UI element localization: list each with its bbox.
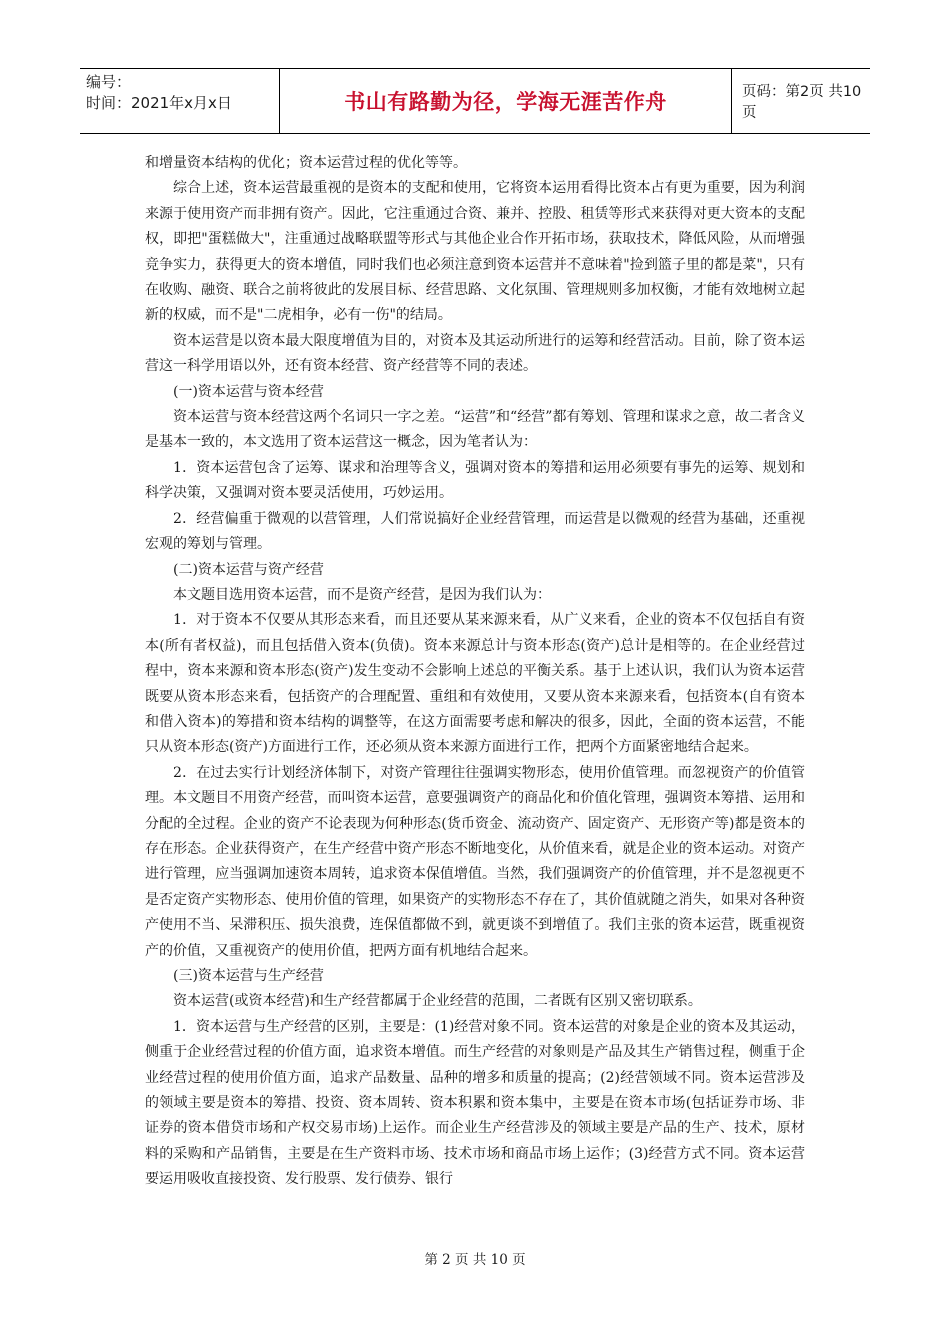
paragraph: 资本运营(或资本经营)和生产经营都属于企业经营的范围，二者既有区别又密切联系。 (173, 993, 702, 1010)
paragraph: 和增量资本结构的优化；资本运营过程的优化等等。 (145, 155, 467, 171)
list-item: 2．在过去实行计划经济体制下，对资产管理往往强调实物形态，使用价值管理。而忽视资产的价值管理。本文题目不用资产经营，而叫资本运营，意要强调资产的商品化和价值化管理，强调资本筹措、运用和分配的全过程。企业的资产不论表现为何种形态(货币资金、流动资产、固定资产、无形资产等)都是资本的存在形态。企业获得资产，在生产经营中资产形态不断地变化，从价值来看，就是企业的资本运动。对资产进行管理，应当强调加速资本周转，追求资本保值增值。当然，我们强调资产的价值管理，并不是忽视更不是否定资产实物形态、使用价值的管理，如果资产的实物形态不存在了，其价值就随之消失，如果对各种资产使用不当、呆滞积压、损失浪费，连保值都做不到，就更谈不到增值了。我们主张的资本运营，既重视资产的价值，又重视资产的使用价值，把两方面有机地结合起来。 (145, 764, 805, 959)
section-heading: (二)资本运营与资产经营 (173, 561, 324, 578)
page-footer (0, 1248, 950, 1268)
header-motto: 书山有路勤为径，学海无涯苦作舟 (344, 90, 667, 114)
section-heading: (一)资本运营与资本经营 (173, 383, 324, 400)
footer-page-number: 第 2 页 共 10 页 (424, 1252, 526, 1268)
header-page-info: 页码：第2页 共10页 (742, 84, 862, 121)
header-page-cell (732, 69, 870, 133)
paragraph: 资本运营是以资本最大限度增值为目的，对资本及其运动所进行的运筹和经营活动。目前，除了资本运营这一科学用语以外，还有资本经营、资产经营等不同的表述。 (145, 332, 805, 375)
list-item: 2．经营偏重于微观的以营管理，人们常说搞好企业经营管理，而运营是以微观的经营为基础，还重视宏观的筹划与管理。 (145, 510, 805, 553)
section-heading: (三)资本运营与生产经营 (173, 968, 324, 984)
page-header (80, 68, 870, 134)
document-number-label: 编号： (86, 73, 132, 91)
paragraph: 资本运营与资本经营这两个名词只一字之差。“运营”和“经营”都有筹划、管理和谋求之意，故二者含义是基本一致的，本文选用了资本运营这一概念，因为笔者认为： (145, 409, 805, 451)
paragraph: 综合上述，资本运营最重视的是资本的支配和使用，它将资本运用看得比资本占有更为重要，因为利润来源于使用资产而非拥有资产。因此，它注重通过合资、兼并、控股、租赁等形式来获得对更大资本的支配权，即把"蛋糕做大"，注重通过战略联盟等形式与其他企业合作开拓市场，获取技术，降低风险，从而增强竞争实力，获得更大的资本增值，同时我们也必须注意到资本运营并不意味着"捡到篮子里的都是菜"，只有在收购、融资、联合之前将彼此的发展目标、经营思路、文化氛围、管理规则多加权衡，才能有效地树立起新的权威，而不是"二虎相争，必有一伤"的结局。 (145, 180, 805, 324)
document-body (145, 151, 805, 1193)
list-item: 1．资本运营包含了运筹、谋求和治理等含义，强调对资本的筹措和运用必须要有事先的运筹、规划和科学决策，又强调对资本要灵活使用，巧妙运用。 (145, 459, 805, 502)
header-meta-cell (80, 69, 280, 133)
document-time-label: 时间：2021年x月x日 (86, 94, 232, 112)
paragraph: 本文题目选用资本运营，而不是资产经营，是因为我们认为： (173, 586, 551, 603)
list-item: 1．对于资本不仅要从其形态来看，而且还要从某来源来看，从广义来看，企业的资本不仅包括自有资本(所有者权益)，而且包括借入资本(负债)。资本来源总计与资本形态(资产)总计是相等的。在企业经营过程中，资本来源和资本形态(资产)发生变动不会影响上述总的平衡关系。基于上述认识，我们认为资本运营既要从资本形态来看，包括资产的合理配置、重组和有效使用，又要从资本来源来看，包括资本(自有资本和借入资本)的筹措和资本结构的调整等，在这方面需要考虑和解决的很多，因此，全面的资本运营，不能只从资本形态(资产)方面进行工作，还必须从资本来源方面进行工作，把两个方面紧密地结合起来。 (145, 612, 805, 756)
list-item: 1．资本运营与生产经营的区别，主要是：(1)经营对象不同。资本运营的对象是企业的资本及其运动，侧重于企业经营过程的价值方面，追求资本增值。而生产经营的对象则是产品及其生产销售过程，侧重于企业经营过程的使用价值方面，追求产品数量、品种的增多和质量的提高；(2)经营领域不同。资本运营涉及的领域主要是资本的筹措、投资、资本周转、资本积累和资本集中，主要是在资本市场(包括证券市场、非证券的资本借贷市场和产权交易市场)上运作。而企业生产经营涉及的领域主要是产品的生产、技术，原材料的采购和产品销售，主要是在生产资料市场、技术市场和商品市场上运作；(3)经营方式不同。资本运营要运用吸收直接投资、发行股票、发行债券、银行 (145, 1018, 805, 1188)
header-motto-cell (280, 69, 732, 133)
